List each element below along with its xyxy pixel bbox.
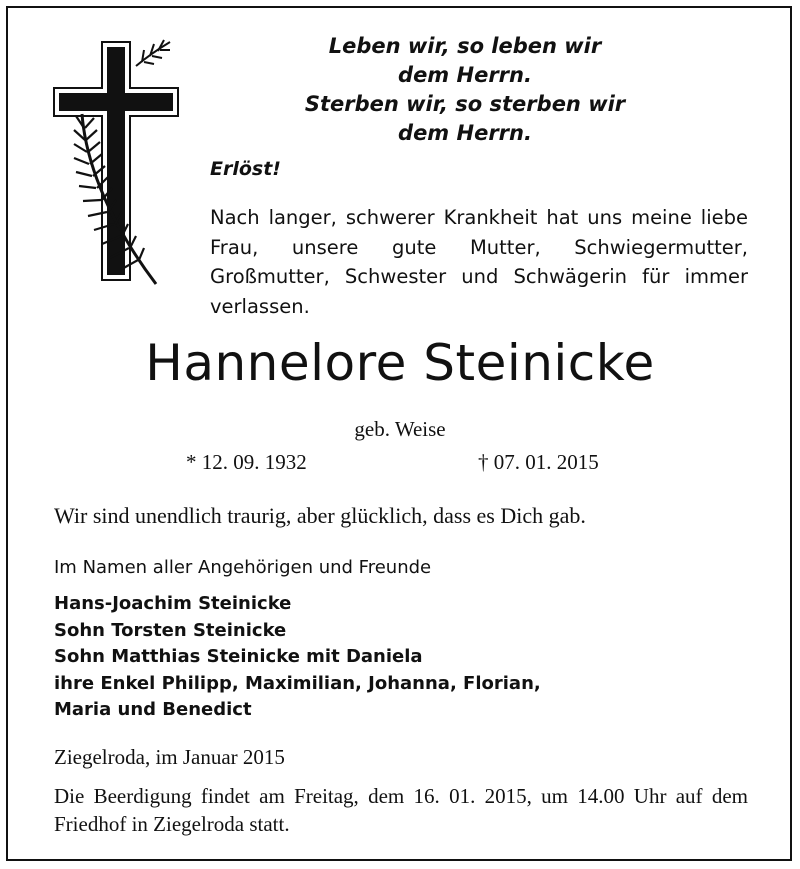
mourners-intro: Im Namen aller Angehörigen und Freunde	[54, 557, 432, 578]
mourner-line: Sohn Torsten Steinicke	[54, 619, 287, 641]
redeemed-heading: Erlöst!	[210, 158, 281, 180]
mourner-line: Sohn Matthias Steinicke mit Daniela	[54, 646, 423, 667]
deceased-name: Hannelore Steinicke	[145, 334, 655, 392]
sentiment-line: Wir sind unendlich traurig, aber glücklich, dass es Dich gab.	[54, 503, 586, 528]
death-date: † 07. 01. 2015	[478, 450, 599, 474]
verse-line: Sterben wir, so sterben wir	[304, 92, 626, 116]
verse-line: dem Herrn.	[398, 121, 532, 145]
verse-line: dem Herrn.	[398, 63, 532, 87]
place-and-date: Ziegelroda, im Januar 2015	[54, 745, 285, 769]
funeral-notice: Die Beerdigung findet am Freitag, dem 16. 01. 2015, um 14.00 Uhr auf dem Friedhof in Ziegelroda statt.	[54, 784, 748, 836]
mourner-line: Maria und Benedict	[54, 699, 252, 720]
intro-paragraph: Nach langer, schwerer Krankheit hat uns meine liebe Frau, unsere gute Mutter, Schwiegermutter, Großmutter, Schwester und Schwägerin für immer verlassen.	[210, 206, 748, 318]
verse-line: Leben wir, so leben wir	[328, 34, 602, 58]
mourner-line: ihre Enkel Philipp, Maximilian, Johanna, Florian,	[54, 672, 541, 694]
cross-with-palm-frond-icon	[52, 36, 182, 286]
birth-name: geb. Weise	[354, 417, 446, 441]
mourner-line: Hans-Joachim Steinicke	[54, 593, 292, 614]
mourners-list	[54, 591, 541, 724]
bible-verse	[300, 32, 630, 148]
birth-date: * 12. 09. 1932	[186, 450, 307, 474]
